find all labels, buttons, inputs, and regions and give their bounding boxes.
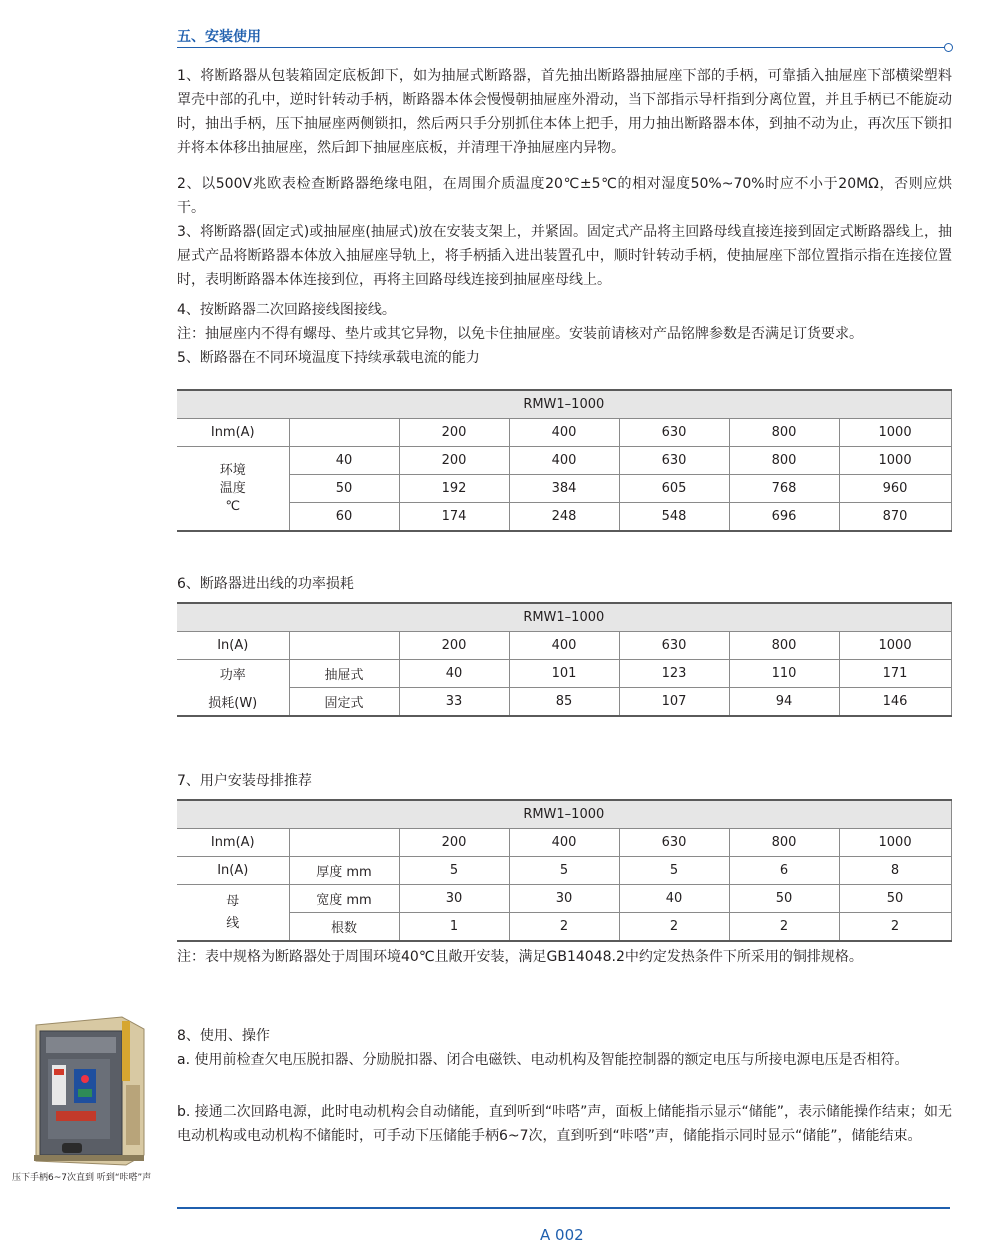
table-cell: 110 [729,660,839,688]
group-label-line: ℃ [225,498,241,514]
type-cell: 固定式 [289,688,399,717]
table-model-header: RMW1–1000 [177,390,951,419]
table-cell: 400 [509,632,619,660]
paragraph-step-2: 2、以500V兆欧表检查断路器绝缘电阻，在周围介质温度20℃±5℃的相对湿度50%~70%时应不小于20MΩ，否则应烘干。 [177,176,952,216]
table-cell: 800 [729,419,839,447]
paragraph-step-5-heading: 5、断路器在不同环境温度下持续承载电流的能力 [177,350,480,366]
table-cell [289,829,399,857]
table-model-header: RMW1–1000 [177,603,951,632]
table-cell: 200 [399,632,509,660]
paragraph-step-4: 4、按断路器二次回路接线图接线。 [177,302,396,318]
table-cell: 200 [399,829,509,857]
table-cell: 2 [509,913,619,942]
section-7-heading: 7、用户安装母排推荐 [177,773,312,789]
group-label-line: 母 [226,893,240,909]
group-label-ambient-temp [177,447,289,532]
table-cell: 400 [509,419,619,447]
table-cell: 8 [839,857,951,885]
table-cell: 384 [509,475,619,503]
group-label-line: 线 [226,915,240,931]
section-8-heading: 8、使用、操作 [177,1028,270,1044]
table-cell: 1000 [839,632,951,660]
table-cell: 800 [729,632,839,660]
table-cell: 33 [399,688,509,717]
table-cell: 400 [509,829,619,857]
row-label-inm: Inm(A) [177,419,289,447]
temp-cell: 40 [289,447,399,475]
table-cell: 630 [619,419,729,447]
table-cell: 2 [729,913,839,942]
section-title: 五、安装使用 [177,29,261,45]
table-cell: 101 [509,660,619,688]
group-label-busbar [177,885,289,942]
table-cell: 200 [399,419,509,447]
group-label-loss: 损耗(W) [177,688,289,717]
table-cell: 2 [619,913,729,942]
row-label-in: In(A) [177,632,289,660]
table-cell: 200 [399,447,509,475]
section-header [177,22,953,52]
table-cell: 800 [729,447,839,475]
table-cell: 5 [509,857,619,885]
paragraph-step-1: 1、将断路器从包装箱固定底板卸下，如为抽屉式断路器，首先抽出断路器抽屉座下部的手柄，可靠插入抽屉座下部横梁塑料罩壳中部的孔中，逆时针转动手柄，断路器本体会慢慢朝抽屉座外滑动，当下部指示导杆指到分离位置，并且手柄已不能旋动时，抽出手柄，压下抽屉座两侧锁扣，然后两只手分别抓住本体上把手，用力抽出断路器本体，到抽不动为止，再次压下锁扣并将本体移出抽屉座，然后卸下抽屉座底板，并清理干净抽屉座内异物。 [177,68,952,156]
section-6-heading: 6、断路器进出线的功率损耗 [177,576,354,592]
table-cell [289,632,399,660]
table-cell: 5 [399,857,509,885]
power-loss-table [177,602,952,717]
table-cell: 1000 [839,419,951,447]
paragraph-note: 注：抽屉座内不得有螺母、垫片或其它异物，以免卡住抽屉座。安装前请核对产品铭牌参数是否满足订货要求。 [177,326,863,342]
table-cell: 2 [839,913,951,942]
table-cell: 605 [619,475,729,503]
table-cell: 30 [399,885,509,913]
photo-caption: 压下手柄6~7次直到 听到“咔嗒”声 [12,1173,152,1183]
footer-rule [177,1207,950,1209]
temp-cell: 60 [289,503,399,532]
row-label-in: In(A) [177,857,289,885]
table-cell: 50 [839,885,951,913]
table-cell: 960 [839,475,951,503]
table-cell: 630 [619,447,729,475]
row-label-inm: Inm(A) [177,829,289,857]
table-cell: 768 [729,475,839,503]
paragraph-step-3: 3、将断路器(固定式)或抽屉座(抽屉式)放在安装支架上，并紧固。固定式产品将主回路母线直接连接到固定式断路器线上，抽屉式产品将断路器本体放入抽屉座导轨上，将手柄插入进出装置孔中，顺时针转动手柄，使抽屉座下部位置指示指在连接位置时，表明断路器本体连接到位，再将主回路母线连接到抽屉座母线上。 [177,224,952,288]
table-cell: 85 [509,688,619,717]
paragraph-operation-b: b. 接通二次回路电源，此时电动机构会自动储能，直到听到“咔嗒”声，面板上储能指示显示“储能”，表示储能操作结束；如无电动机构或电动机构不储能时，可手动下压储能手柄6~7次，直到听到“咔嗒”声，储能指示同时显示“储能”，储能结束。 [177,1104,952,1144]
group-label-power: 功率 [177,660,289,688]
param-cell: 宽度 mm [289,885,399,913]
table-cell: 6 [729,857,839,885]
table-cell: 107 [619,688,729,717]
group-label-line: 温度 [219,480,246,496]
circuit-breaker-photo [22,1015,150,1167]
table-cell: 30 [509,885,619,913]
table-cell: 171 [839,660,951,688]
page-number: A 002 [540,1226,584,1244]
table-cell: 192 [399,475,509,503]
group-label-line: 环境 [219,462,246,478]
table-cell: 123 [619,660,729,688]
param-cell: 厚度 mm [289,857,399,885]
table-cell: 870 [839,503,951,532]
table-cell: 174 [399,503,509,532]
table-cell: 5 [619,857,729,885]
table-cell: 50 [729,885,839,913]
temp-cell: 50 [289,475,399,503]
table-cell: 248 [509,503,619,532]
table-cell: 40 [399,660,509,688]
header-rule-end-dot [944,43,953,52]
table-cell [289,419,399,447]
table-cell: 400 [509,447,619,475]
param-cell: 根数 [289,913,399,942]
table-cell: 630 [619,829,729,857]
table-cell: 800 [729,829,839,857]
header-rule [177,47,945,48]
table-cell: 1000 [839,829,951,857]
type-cell: 抽屉式 [289,660,399,688]
table-cell: 94 [729,688,839,717]
table-model-header: RMW1–1000 [177,800,951,829]
table-cell: 696 [729,503,839,532]
table-cell: 630 [619,632,729,660]
table-cell: 40 [619,885,729,913]
table-cell: 1000 [839,447,951,475]
table-cell: 1 [399,913,509,942]
busbar-table [177,799,952,942]
table-cell: 146 [839,688,951,717]
busbar-table-note: 注：表中规格为断路器处于周围环境40℃且敞开安装，满足GB14048.2中约定发热条件下所采用的铜排规格。 [177,949,863,965]
paragraph-operation-a: a. 使用前检查欠电压脱扣器、分励脱扣器、闭合电磁铁、电动机构及智能控制器的额定电压与所接电源电压是否相符。 [177,1052,909,1068]
current-capacity-table [177,389,952,532]
table-cell: 548 [619,503,729,532]
